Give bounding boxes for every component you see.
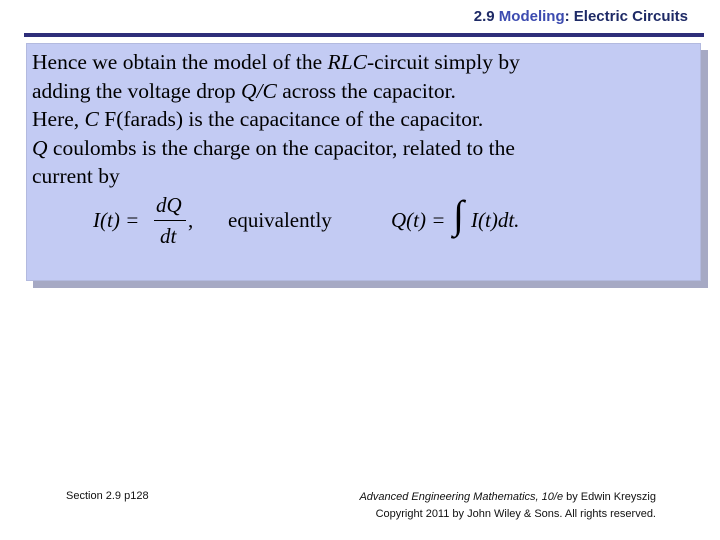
current-formula <box>93 191 553 253</box>
integral-icon: ∫ <box>453 192 464 237</box>
formula-lhs: I(t) = <box>93 208 140 232</box>
copyright-notice: Copyright 2011 by John Wiley & Sons. All rights reserved. <box>375 508 656 520</box>
book-author: by Edwin Kreyszig <box>563 491 656 503</box>
body-text-span: Hence we obtain the model of the <box>32 50 328 74</box>
book-credit-line <box>359 489 656 506</box>
body-line-3 <box>32 105 692 134</box>
fraction-bar <box>154 220 186 221</box>
c-term: C <box>84 107 99 131</box>
formula-comma: , <box>188 208 194 232</box>
body-text-span: -circuit simply by <box>366 50 520 74</box>
body-text-span: Here, <box>32 107 85 131</box>
header-separator: : <box>564 8 570 25</box>
book-credit <box>359 489 656 523</box>
formula-connector: equivalently <box>228 208 332 232</box>
section-number: 2.9 <box>473 8 495 25</box>
rlc-term: RLC <box>327 50 367 74</box>
body-text-span: across the capacitor. <box>276 78 456 103</box>
body-text-span: adding the voltage drop <box>32 78 241 103</box>
fraction-denominator: dt <box>160 224 177 248</box>
section-topic: Modeling <box>498 8 565 25</box>
body-text <box>32 48 692 191</box>
formula-integrand: I(t)dt. <box>471 208 520 232</box>
book-title: Advanced Engineering Mathematics, 10/e <box>359 491 564 503</box>
slide-header <box>474 8 688 25</box>
fraction-numerator: dQ <box>156 193 182 217</box>
body-line-2 <box>32 77 692 106</box>
section-subtitle: Electric Circuits <box>573 8 688 25</box>
q-term: Q <box>32 135 48 160</box>
body-line-1 <box>32 48 692 77</box>
formula-rhs-lhs: Q(t) = <box>391 208 446 232</box>
header-rule <box>24 33 704 37</box>
body-line-4 <box>32 134 692 163</box>
qc-term: Q/C <box>240 78 277 103</box>
section-reference: Section 2.9 p128 <box>66 490 149 502</box>
body-text-span: F(farads) is the capacitance of the capacitor. <box>98 107 484 131</box>
body-text-span: coulombs is the charge on the capacitor, related to the <box>47 135 515 160</box>
body-line-5: current by <box>32 164 120 188</box>
